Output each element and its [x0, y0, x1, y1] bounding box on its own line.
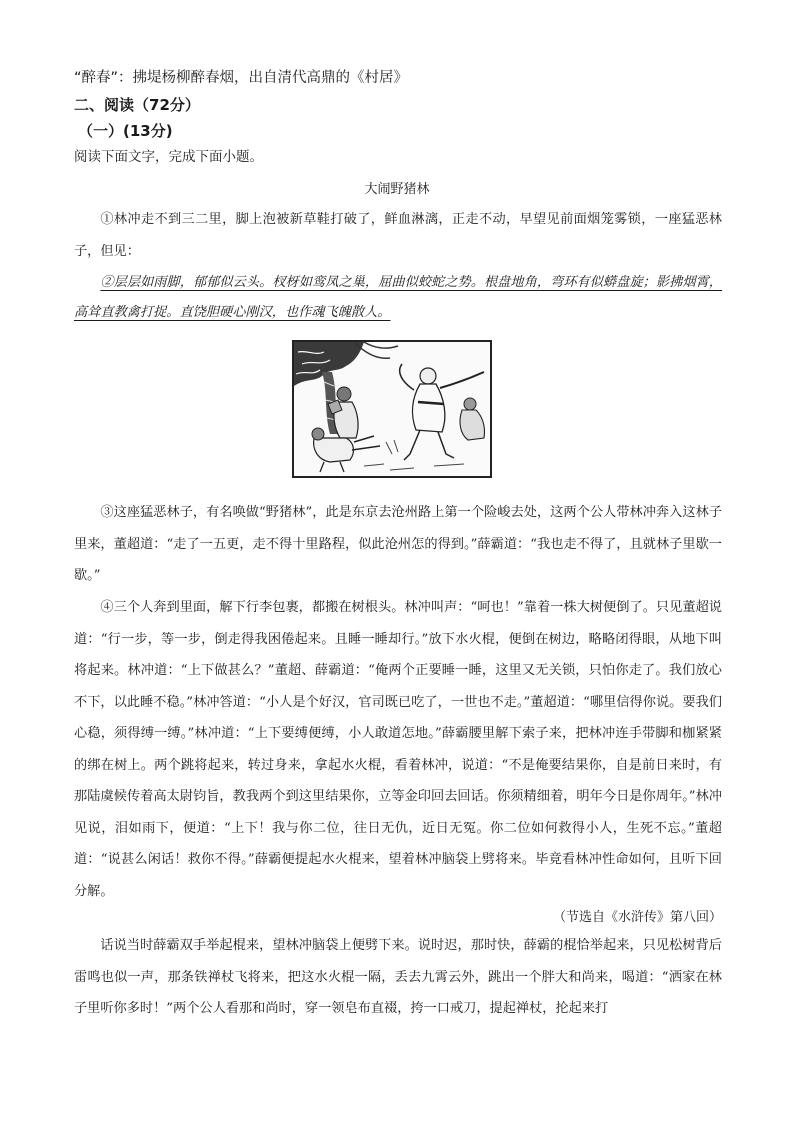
passage-title: 大闹野猪林 [364, 182, 430, 197]
woodcut-illustration [292, 340, 492, 478]
paragraph-5: 话说当时薛霸双手举起棍来，望林冲脑袋上便劈下来。说时迟，那时快，薛霸的棍恰举起来，只见松树背后雷鸣也似一声，那条铁禅杖飞将来，把这水火棍一隔，丢去九霄云外，跳出一个胖大和尚来，喝道：“洒家在林子里听你多时！”两个公人看那和尚时，穿一领皂布直裰，挎一口戒刀，提起禅杖，抡起来打 [74, 938, 722, 1016]
subsection-heading: （一）(13分) [78, 122, 173, 140]
paragraph-1: ①林冲走不到三二里，脚上泡被新草鞋打破了，鲜血淋漓，正走不动，早望见前面烟笼雾锁，一座猛恶林子，但见： [74, 212, 722, 259]
header-note: “醉春”：拂堤杨柳醉春烟，出自清代高鼎的《村居》 [74, 70, 409, 86]
source-note: （节选自《水浒传》第八回） [552, 910, 722, 925]
paragraph-4: ④三个人奔到里面，解下行李包裹，都搬在树根头。林冲叫声：“呵也！”靠着一株大树便倒了。只见董超说道：“行一步，等一步，倒走得我困倦起来。且睡一睡却行。”放下水火棍，便倒在树边，略略闭得眼，从地下叫将起来。林冲道：“上下做甚么？”董超、薛霸道：“俺两个正要睡一睡，这里又无关锁，只怕你走了。我们放心不下，以此睡不稳。”林冲答道：“小人是个好汉，官司既已吃了，一世也不走。”董超道：“哪里信得你说。要我们心稳，须得缚一缚。”林冲道：“上下要缚便缚，小人敢道怎地。”薛霸腰里解下索子来，把林冲连手带脚和枷紧紧的绑在树上。两个跳将起来，转过身来，拿起水火棍，看着林冲，说道：“不是俺要结果你，自是前日来时，有那陆虞候传着高太尉钧旨，教我两个到这里结果你，立等金印回去回话。你须精细着，明年今日是你周年。”林冲见说，泪如雨下，便道：“上下！我与你二位，往日无仇，近日无冤。你二位如何救得小人，生死不忘。”董超道：“说甚么闲话！救你不得。”薛霸便提起水火棍来，望着林冲脑袋上劈将来。毕竟看林冲性命如何，且听下回分解。 [74, 600, 722, 899]
paragraph-2: ②层层如雨脚，郁郁似云头。杈枒如鸾凤之巢，屈曲似蛟蛇之势。根盘地角，弯环有似蟒盘旋；影拂烟霄，高耸直教禽打捉。直饶胆硬心刚汉，也作魂飞魄散人。 [74, 275, 722, 320]
instruction-text: 阅读下面文字，完成下面小题。 [74, 149, 263, 165]
paragraph-2-block [74, 268, 722, 328]
paragraph-3: ③这座猛恶林子，有名唤做“野猪林”，此是东京去沧州路上第一个险峻去处，这两个公人带林冲奔入这林子里来，董超道：“走了一五更，走不得十里路程，似此沧州怎的得到。”薛霸道：“我也走不得了，且就林子里歇一歇。” [74, 505, 722, 583]
illustration-image [294, 342, 490, 476]
section-heading: 二、阅读（72分） [74, 96, 200, 114]
